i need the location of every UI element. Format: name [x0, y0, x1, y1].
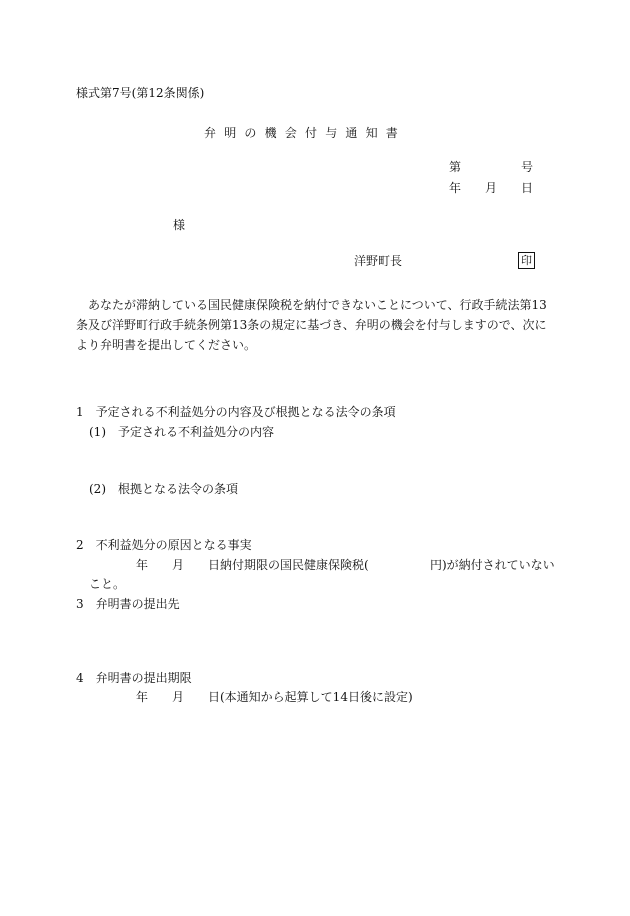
doc-number-go: 号: [521, 160, 534, 174]
section-1-sub-2: (2) 根拠となる法令の条項: [89, 482, 238, 496]
document-title: 弁明の機会付与通知書: [204, 126, 407, 140]
issue-date-day: 日: [521, 181, 534, 195]
issue-date-year: 年: [449, 181, 462, 195]
section-3-heading: 3 弁明書の提出先: [76, 597, 180, 611]
section-1-heading: 1 予定される不利益処分の内容及び根拠となる法令の条項: [76, 405, 396, 419]
section-4-heading: 4 弁明書の提出期限: [76, 671, 192, 685]
section-1-sub-1: (1) 予定される不利益処分の内容: [89, 425, 274, 439]
fact-yen-text: 円)が納付されていない: [430, 558, 555, 572]
doc-number-dai: 第: [449, 160, 462, 174]
recipient-suffix: 様: [173, 218, 186, 232]
seal-mark: 印: [518, 252, 535, 269]
issuer-name: 洋野町長: [354, 254, 403, 268]
fact-deadline-text: 日納付期限の国民健康保険税(: [208, 558, 369, 572]
section-2-heading: 2 不利益処分の原因となる事実: [76, 538, 252, 552]
issue-date-month: 月: [485, 181, 498, 195]
body-paragraph: あなたが滞納している国民健康保険税を納付できないことについて、行政手続法第13条及び洋野町行政手続条例第13条の規定に基づき、弁明の機会を付与しますので、次により弁明書を提出してください。: [76, 298, 547, 352]
deadline-month: 月: [172, 690, 185, 704]
fact-year: 年: [136, 558, 149, 572]
form-label: 様式第7号(第12条関係): [76, 86, 205, 100]
section-2-continuation: こと。: [89, 577, 126, 591]
deadline-year: 年: [136, 690, 149, 704]
fact-month: 月: [172, 558, 185, 572]
deadline-day-note: 日(本通知から起算して14日後に設定): [208, 690, 413, 704]
